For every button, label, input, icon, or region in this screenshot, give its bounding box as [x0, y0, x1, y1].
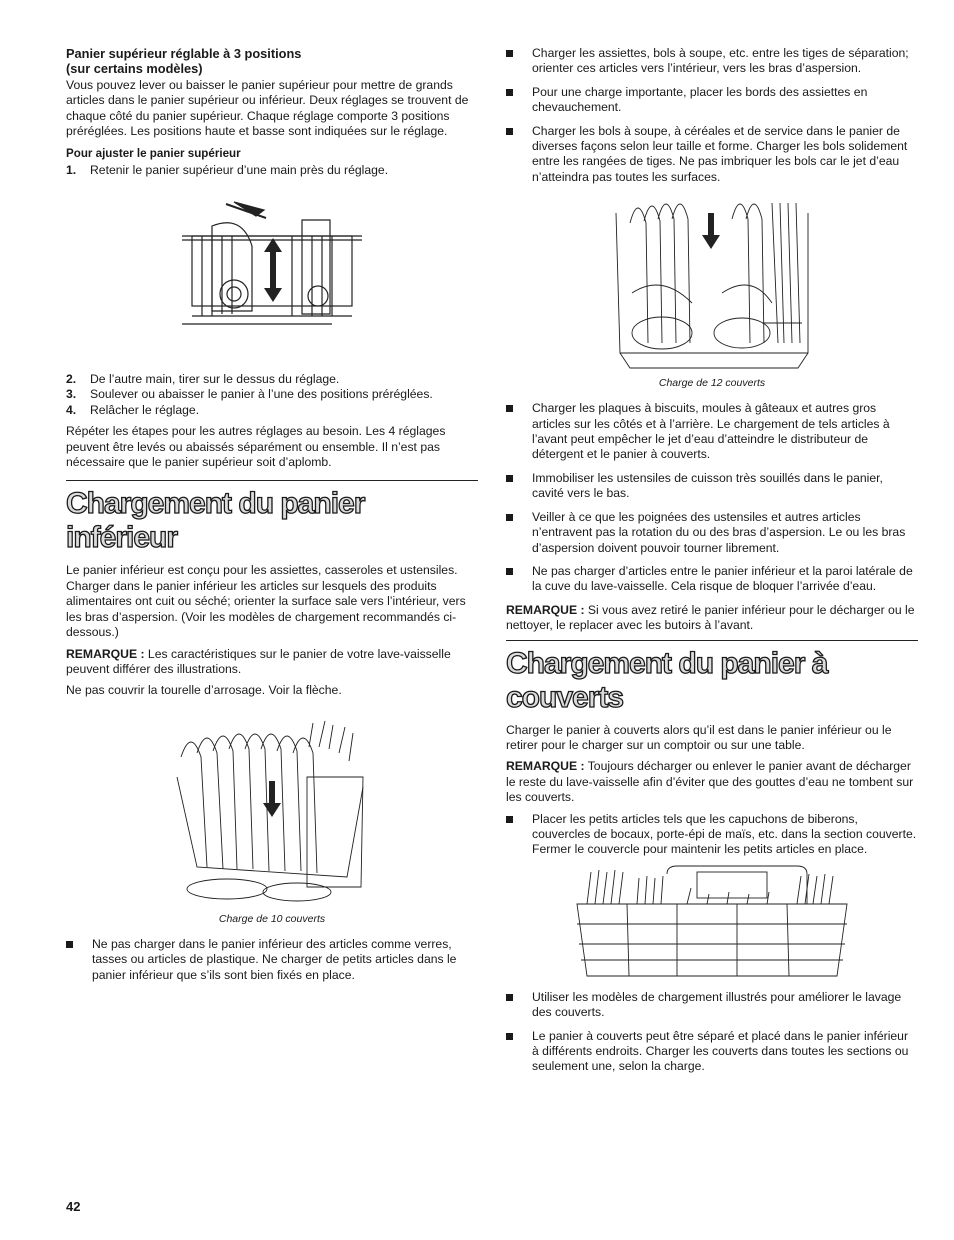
- bullet-text: Ne pas charger d’articles entre le panier inférieur et la paroi latérale de la cuve du lave-vaisselle. Cela risque de bloquer l’arrivée d’eau.: [532, 563, 913, 594]
- bullet-item: [506, 564, 918, 595]
- bullet-square-icon: [506, 471, 532, 502]
- bullet-square-icon: [506, 46, 532, 77]
- adjustable-rack-intro: Vous pouvez lever ou baisser le panier supérieur pour mettre de grands articles dans le panier supérieur ou inférieur. Deux réglages se trouvent de chaque côté du panier supérieur. Chaque réglage comporte 3 positions préréglées. Les positions haute et basse sont indiquées sur le réglage.: [66, 78, 469, 139]
- step-1: [66, 163, 478, 178]
- ten-place-setting-illustration: [167, 717, 377, 909]
- bullet-item: [506, 124, 918, 186]
- bullet-square-icon: [506, 510, 532, 556]
- step-text: De l’autre main, tirer sur le dessus du réglage.: [90, 372, 340, 387]
- bullet-text: Charger les plaques à biscuits, moules à gâteaux et autres gros articles sur les côtés et à l’arrière. Le chargement de tels articles à l’avant peut empêcher le jet d’eau d’atteindre le distributeur de détergent et le panier à couverts.: [532, 401, 890, 462]
- step-number: 3.: [66, 387, 77, 402]
- lower-rack-section-title: Chargement du panier inférieur: [66, 487, 365, 555]
- bullet-text: Veiller à ce que les poignées des ustensiles et autres articles n’entravent pas la rotation du ou des bras d’aspersion. Le ou les bras d’aspersion doivent pouvoir tourner librement.: [532, 509, 906, 555]
- bullet-item: [506, 1029, 918, 1075]
- rack-adjuster-illustration: [172, 196, 372, 346]
- step-4: [66, 403, 478, 418]
- bullet-text: Placer les petits articles tels que les capuchons de biberons, couvercles de bocaux, porte-épi de maïs, etc. dans la section couverte. Fermer le couvercle pour maintenir les petits articles en place.: [532, 811, 917, 857]
- adjustable-rack-subheading: (sur certains modèles): [66, 61, 203, 76]
- lower-rack-remark-2: [506, 603, 918, 634]
- left-column: [66, 46, 478, 991]
- step-3: [66, 387, 478, 402]
- bullet-square-icon: [506, 85, 532, 116]
- cutlery-intro: Charger le panier à couverts alors qu’il est dans le panier inférieur ou le retirer pour le charger sur un comptoir ou sur une table.: [506, 722, 892, 752]
- remark-text: Si vous avez retiré le panier inférieur pour le décharger ou le nettoyer, le replacer avec les butoirs à l’avant.: [506, 602, 915, 633]
- bullet-text: Pour une charge importante, placer les bords des assiettes en chevauchement.: [532, 84, 868, 115]
- lower-rack-remark: [66, 647, 478, 678]
- cutlery-basket-illustration: [567, 864, 857, 984]
- cutlery-basket-section-title: Chargement du panier à couverts: [506, 646, 828, 714]
- remark-text: Toujours décharger ou enlever le panier avant de décharger le reste du lave-vaisselle afin d’éviter que des gouttes d’eau ne tombent sur les couverts.: [506, 759, 914, 805]
- step-2: [66, 372, 478, 387]
- page-number: 42: [66, 1199, 81, 1214]
- bullet-text: Immobiliser les ustensiles de cuisson très souillés dans le panier, cavité vers le bas.: [532, 470, 883, 501]
- right-column: [506, 46, 918, 1083]
- step-text: Relâcher le réglage.: [90, 402, 200, 417]
- section-divider: [66, 480, 478, 481]
- bullet-item: [66, 937, 478, 983]
- cutlery-remark: [506, 759, 918, 805]
- repeat-text: Répéter les étapes pour les autres réglages au besoin. Les 4 réglages peuvent être levés ou abaissés séparément ou ensemble. Il n’est pas nécessaire que le panier supérieur soit d’aplomb.: [66, 424, 446, 470]
- adjustable-rack-heading: Panier supérieur réglable à 3 positions: [66, 46, 302, 61]
- bullet-item: [506, 46, 918, 77]
- lower-rack-intro: Le panier inférieur est conçu pour les assiettes, casseroles et ustensiles. Charger dans le panier inférieur les articles sur lesquels des produits alimentaires ont cuit ou séché; orienter la surface sale vers l’intérieur, vers les bras d’aspersion. (Voir les modèles de chargement recommandés ci-dessous.): [66, 563, 466, 640]
- bullet-square-icon: [506, 812, 532, 858]
- step-text: Retenir le panier supérieur d’une main près du réglage.: [90, 162, 389, 177]
- bullet-item: [506, 990, 918, 1021]
- bullet-item: [506, 85, 918, 116]
- bullet-item: [506, 510, 918, 556]
- step-number: 2.: [66, 372, 77, 387]
- bullet-item: [506, 471, 918, 502]
- remark-label: REMARQUE :: [66, 646, 145, 661]
- tower-text: Ne pas couvrir la tourelle d’arrosage. Voir la flèche.: [66, 683, 342, 698]
- bullet-square-icon: [506, 1029, 532, 1075]
- bullet-square-icon: [506, 401, 532, 463]
- bullet-text: Charger les assiettes, bols à soupe, etc. entre les tiges de séparation; orienter ces articles vers l’intérieur, vers les bras d’aspersion.: [532, 46, 909, 76]
- section-divider: [506, 640, 918, 641]
- twelve-place-setting-illustration: [612, 193, 812, 373]
- bullet-square-icon: [506, 990, 532, 1021]
- remark-label: REMARQUE :: [506, 602, 585, 617]
- step-number: 1.: [66, 162, 77, 177]
- bullet-item: [506, 812, 918, 858]
- bullet-text: Le panier à couverts peut être séparé et placé dans le panier inférieur à différents endroits. Charger les couverts dans toutes les sections ou seulement une, selon la charge.: [532, 1028, 909, 1074]
- bullet-square-icon: [506, 124, 532, 186]
- bullet-item: [506, 401, 918, 463]
- twelve-place-caption: Charge de 12 couverts: [658, 377, 766, 390]
- bullet-square-icon: [506, 564, 532, 595]
- bullet-text: Utiliser les modèles de chargement illustrés pour améliorer le lavage des couverts.: [532, 989, 902, 1020]
- ten-place-caption: Charge de 10 couverts: [218, 912, 326, 925]
- step-text: Soulever ou abaisser le panier à l’une des positions préréglées.: [90, 387, 433, 402]
- remark-label: REMARQUE :: [506, 759, 585, 774]
- bullet-square-icon: [66, 937, 92, 983]
- bullet-text: Ne pas charger dans le panier inférieur des articles comme verres, tasses ou articles de plastique. Ne charger de petits articles dans le panier inférieur que s’ils sont bien fixés en place.: [92, 936, 457, 982]
- adjust-heading: Pour ajuster le panier supérieur: [66, 146, 241, 160]
- bullet-text: Charger les bols à soupe, à céréales et de service dans le panier de diverses façons selon leur taille et forme. Charger les bols solidement entre les rangées de tiges. Ne pas imbriquer les bols car le jet d’eau n’atteindra pas toutes les surfaces.: [532, 123, 908, 184]
- remark-text: Les caractéristiques sur le panier de votre lave-vaisselle peuvent différer des illustrations.: [66, 646, 451, 676]
- step-number: 4.: [66, 402, 77, 417]
